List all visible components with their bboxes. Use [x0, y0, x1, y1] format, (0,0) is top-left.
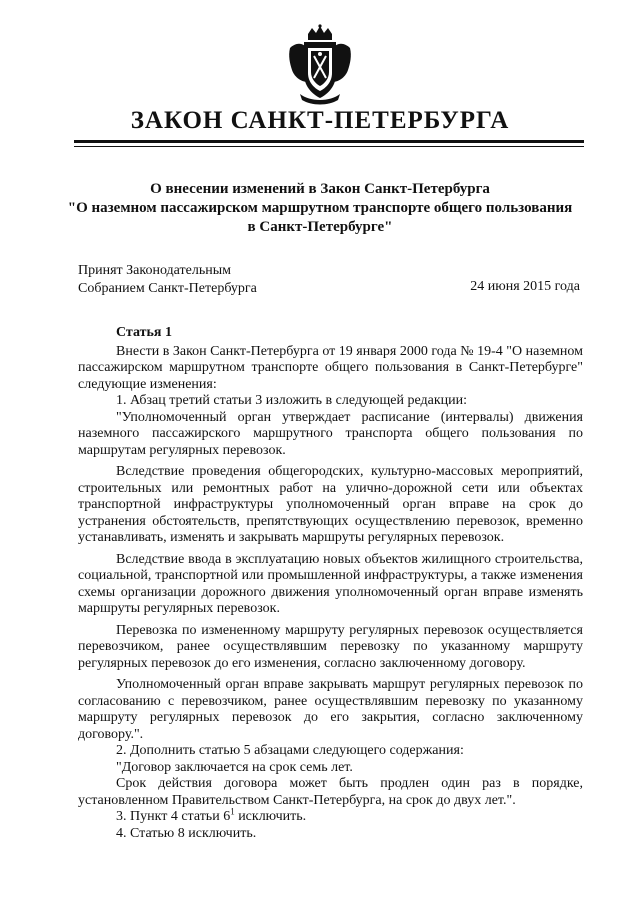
article-body: [78, 325, 583, 842]
adoption-date: 24 июня 2015 года: [470, 279, 580, 294]
paragraph: Срок действия договора может быть продлен один раз в порядке, установленном Правительством Санкт-Петербурга, на срок до двух лет.".: [78, 776, 583, 808]
item3-text-end: исключить.: [234, 809, 307, 824]
amendment-item-4: 4. Статью 8 исключить.: [116, 825, 257, 841]
coat-of-arms-emblem: [286, 24, 354, 108]
subtitle-line: "О наземном пассажирском маршрутном транспорте общего пользования: [67, 200, 573, 216]
document-subtitle: [60, 180, 580, 237]
subtitle-line: О внесении изменений в Закон Санкт-Петербурга: [150, 181, 490, 197]
article-intro: Внести в Закон Санкт-Петербурга от 19 января 2000 года № 19-4 "О наземном пассажирском маршрутном транспорте общего пользования в Санкт-Петербурге" следующие изменения:: [78, 343, 583, 392]
amendment-item-1: 1. Абзац третий статьи 3 изложить в следующей редакции:: [116, 393, 467, 408]
item3-superscript: 1: [230, 806, 235, 817]
item3-text: 3. Пункт 4 статьи 6: [116, 809, 231, 824]
paragraph: "Уполномоченный орган утверждает расписание (интервалы) движения наземного пассажирского маршрутного транспорта общего пользования по маршрутам регулярных перевозок.: [78, 409, 583, 458]
law-title: ЗАКОН САНКТ-ПЕТЕРБУРГА: [130, 107, 510, 134]
title-rule-thick: [74, 140, 584, 143]
title-rule-thin: [74, 146, 584, 147]
paragraph: Вследствие ввода в эксплуатацию новых объектов жилищного строительства, социальной, транспортной или промышленной инфраструктуры, а также изменения схемы организации дорожного движения уполномоченный орган вправе изменять маршруты регулярных перевозок.: [78, 551, 583, 616]
subtitle-line: в Санкт-Петербурге": [247, 219, 393, 235]
paragraph: Уполномоченный орган вправе закрывать маршрут регулярных перевозок по согласованию с перевозчиком, ранее осуществлявшим перевозку по указанному маршруту регулярных перевозок до его закрытия, согласно заключенному договору.".: [78, 677, 583, 742]
paragraph: "Договор заключается на срок семь лет.: [116, 759, 353, 775]
article-heading: Статья 1: [116, 325, 172, 340]
adoption-line: Собранием Санкт-Петербурга: [78, 281, 257, 296]
adoption-note: [78, 262, 328, 298]
amendment-item-3: [78, 806, 583, 826]
amendment-item-2: 2. Дополнить статью 5 абзацами следующего содержания:: [116, 743, 464, 758]
adoption-line: Принят Законодательным: [78, 263, 231, 278]
paragraph: Вследствие проведения общегородских, культурно-массовых мероприятий, строительных или ремонтных работ на улично-дорожной сети или объектах транспортной инфраструктуры уполномоченный орган вправе на срок до устранения обстоятельств, препятствующих осуществлению перевозок, временно устанавливать, изменять и закрывать маршруты регулярных перевозок.: [78, 464, 583, 545]
paragraph: Перевозка по измененному маршруту регулярных перевозок осуществляется перевозчиком, ранее осуществлявшим перевозку по указанному маршруту регулярных перевозок до его изменения, согласно заключенному договору.: [78, 622, 583, 671]
